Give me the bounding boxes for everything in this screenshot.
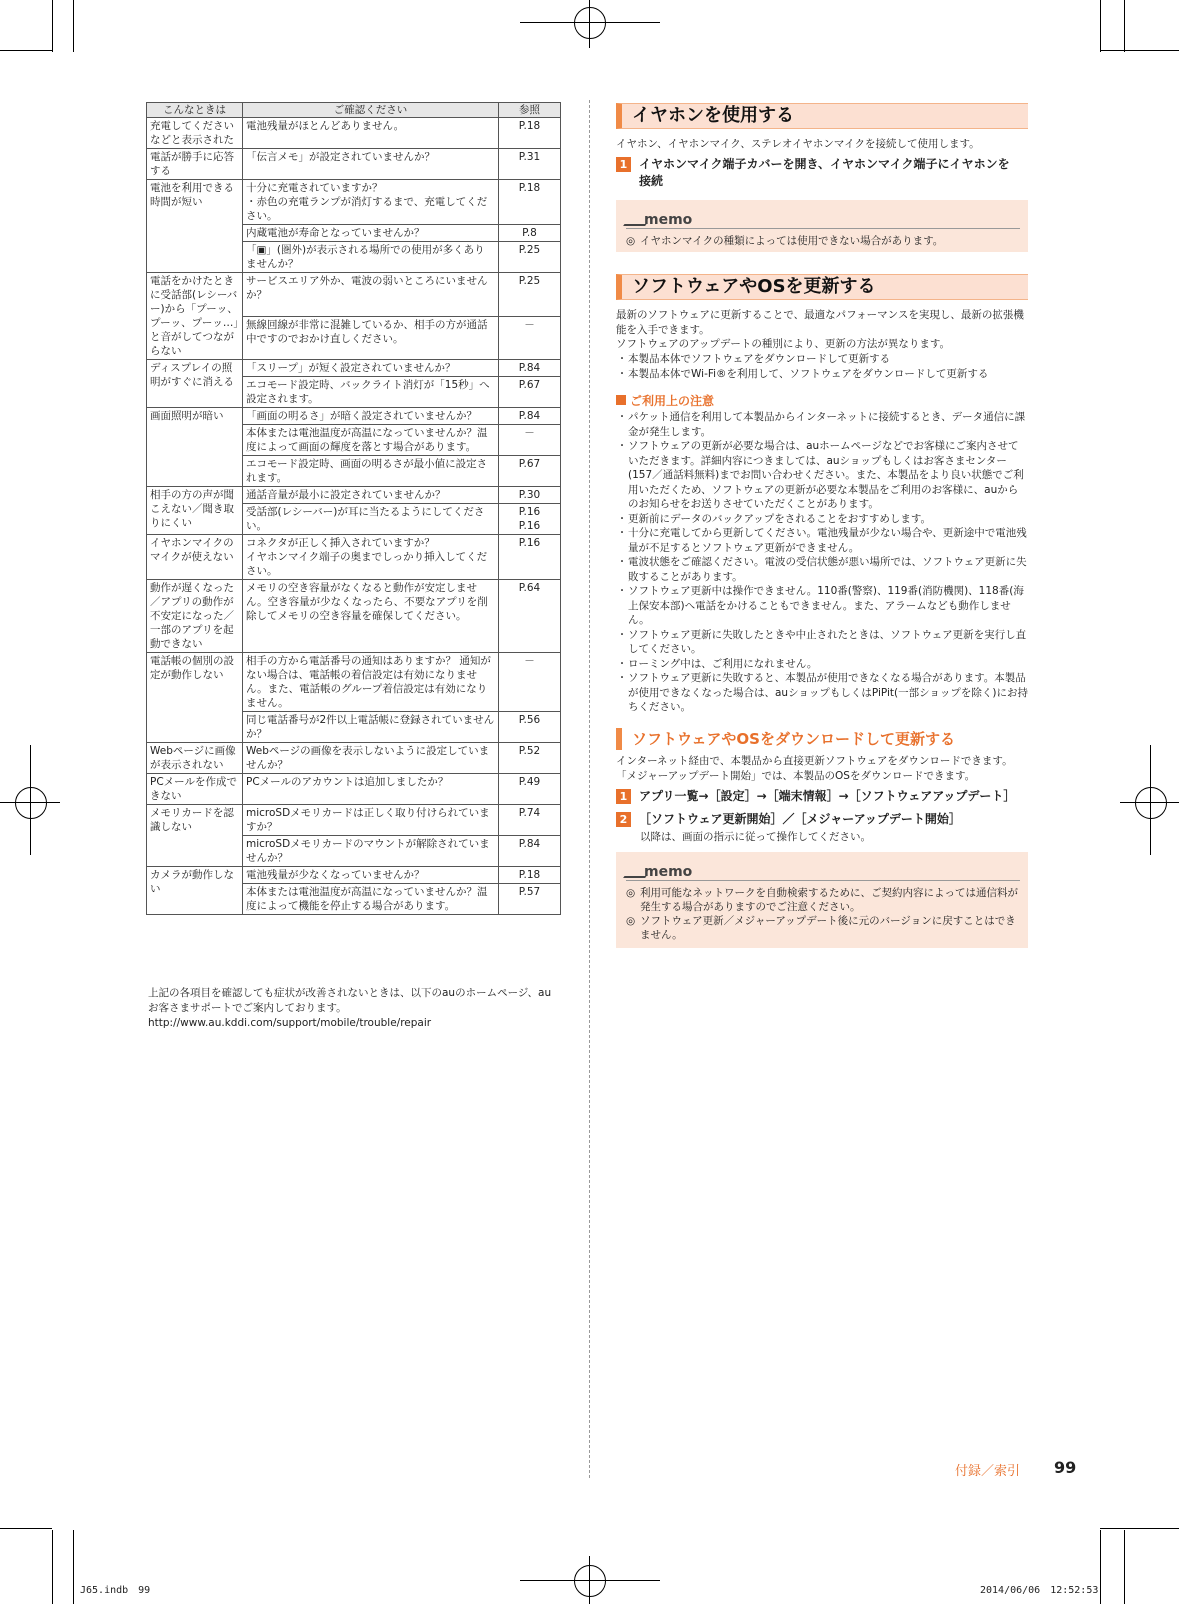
table-header-row bbox=[147, 103, 561, 118]
table-row bbox=[147, 653, 561, 712]
table-row bbox=[147, 149, 561, 180]
table-row bbox=[147, 180, 561, 225]
situation-cell: カメラが動作しない bbox=[147, 867, 243, 915]
section-title-earphone: イヤホンを使用する bbox=[616, 103, 1028, 129]
ref-cell: P.84 bbox=[499, 360, 561, 377]
check-cell: 「伝言メモ」が設定されていませんか？ bbox=[243, 149, 499, 180]
earphone-memo bbox=[616, 200, 1028, 252]
section-title-download: ソフトウェアやOSをダウンロードして更新する bbox=[616, 728, 1028, 750]
check-cell: 同じ電話番号が2件以上電話帳に登録されていませんか？ bbox=[243, 712, 499, 743]
situation-cell: 相手の方の声が聞こえない／聞き取りにくい bbox=[147, 487, 243, 535]
situation-cell: ディスプレイの照明がすぐに消える bbox=[147, 360, 243, 408]
situation-cell: 動作が遅くなった／アプリの動作が不安定になった／一部のアプリを起動できない bbox=[147, 580, 243, 653]
situation-cell: Webページに画像が表示されない bbox=[147, 743, 243, 774]
ref-cell: P.18 bbox=[499, 867, 561, 884]
memo-label: memo bbox=[644, 212, 693, 228]
situation-cell: PCメールを作成できない bbox=[147, 774, 243, 805]
caution-item: ・ 更新前にデータのバックアップをされることをおすすめします。 bbox=[616, 512, 932, 525]
check-cell: PCメールのアカウントは追加しましたか？ bbox=[243, 774, 499, 805]
situation-cell: 充電してくださいなどと表示された bbox=[147, 118, 243, 149]
check-cell: 「スリープ」が短く設定されていませんか？ bbox=[243, 360, 499, 377]
check-cell: 十分に充電されていますか？ ・赤色の充電ランプが消灯するまで、充電してください。 bbox=[243, 180, 499, 225]
situation-cell: 電話をかけたときに受話部(レシーバー)から「プーッ、プーッ、プーッ…」と音がしてつながらない bbox=[147, 273, 243, 360]
header-ref: 参照 bbox=[499, 103, 561, 118]
ref-cell: P.16 P.16 bbox=[499, 504, 561, 535]
trouble-table bbox=[146, 102, 561, 915]
table-row bbox=[147, 408, 561, 425]
table-row bbox=[147, 580, 561, 653]
square-icon bbox=[616, 395, 626, 405]
memo-item: ◎ イヤホンマイクの種類によっては使用できない場合があります。 bbox=[626, 235, 944, 247]
check-cell: 本体または電池温度が高温になっていませんか？温度によって画面の輝度を落とす場合があります。 bbox=[243, 425, 499, 456]
check-cell: 相手の方から電話番号の通知はありますか？ 通知がない場合は、電話帳の着信設定は有効になりません。また、電話帳のグループ着信設定は有効になりません。 bbox=[243, 653, 499, 712]
situation-cell: 電話が勝手に応答する bbox=[147, 149, 243, 180]
ref-cell: P.67 bbox=[499, 456, 561, 487]
ref-cell: － bbox=[499, 425, 561, 456]
page-number: 99 bbox=[1054, 1458, 1077, 1477]
ref-cell: P.18 bbox=[499, 118, 561, 149]
download-step-2: 2 ［ソフトウェア更新開始］／［メジャーアップデート開始］ bbox=[616, 811, 1028, 828]
ref-cell: P.49 bbox=[499, 774, 561, 805]
ref-cell: － bbox=[499, 653, 561, 712]
check-cell: 「画面の明るさ」が暗く設定されていませんか？ bbox=[243, 408, 499, 425]
memo-bullet-icon: ◎ bbox=[626, 887, 636, 899]
ref-cell: P.67 bbox=[499, 377, 561, 408]
check-cell: エコモード設定時、バックライト消灯が「15秒」へ設定されます。 bbox=[243, 377, 499, 408]
ref-cell: P.74 bbox=[499, 805, 561, 836]
table-row bbox=[147, 743, 561, 774]
caution-item: ・ パケット通信を利用して本製品からインターネットに接続するとき、データ通信に課金が発生します。 bbox=[616, 411, 1026, 438]
column-divider bbox=[589, 100, 590, 1478]
check-cell: 無線回線が非常に混雑しているか、相手の方が通話中ですのでおかけ直しください。 bbox=[243, 316, 499, 360]
memo-item: ◎ ソフトウェア更新／メジャーアップデート後に元のバージョンに戻すことはできません。 bbox=[626, 915, 1016, 941]
table-row bbox=[147, 487, 561, 504]
caution-item: ・ ソフトウェア更新中は操作できません。110番(警察)、119番(消防機関)、118番(海上保安本部)へ電話をかけることもできません。また、アラームなども動作しません。 bbox=[616, 585, 1024, 626]
caution-item: ・ 十分に充電してから更新してください。電池残量が少ない場合や、更新途中で電池残量が不足するとソフトウェア更新ができません。 bbox=[616, 527, 1027, 554]
situation-cell: メモリカードを認識しない bbox=[147, 805, 243, 867]
caution-item: ・ ソフトウェア更新に失敗すると、本製品が使用できなくなる場合があります。本製品が使用できなくなった場合は、auショップもしくはPiPit(一部ショップを除く)にお持ちください。 bbox=[616, 672, 1029, 713]
earphone-step-1 bbox=[616, 156, 1028, 190]
ref-cell: P.57 bbox=[499, 884, 561, 915]
ref-cell: － bbox=[499, 316, 561, 360]
check-cell: Webページの画像を表示しないように設定していませんか？ bbox=[243, 743, 499, 774]
footnote bbox=[148, 986, 560, 1031]
software-intro: 最新のソフトウェアに更新することで、最適なパフォーマンスを実現し、最新の拡張機能を入手できます。 ソフトウェアのアップデートの種別により、更新の方法が異なります。 bbox=[616, 309, 1024, 350]
check-cell: 電池残量がほとんどありません。 bbox=[243, 118, 499, 149]
table-row bbox=[147, 805, 561, 836]
check-cell: 本体または電池温度が高温になっていませんか？温度によって機能を停止する場合があります。 bbox=[243, 884, 499, 915]
step-2-note: 以降は、画面の指示に従って操作してください。 bbox=[640, 831, 871, 843]
ref-cell: P.64 bbox=[499, 580, 561, 653]
memo-header bbox=[626, 860, 1020, 881]
caution-item: ・ ソフトウェア更新に失敗したときや中止されたときは、ソフトウェア更新を実行し直してください。 bbox=[616, 628, 1027, 655]
memo-label: memo bbox=[644, 864, 693, 880]
ref-cell: P.56 bbox=[499, 712, 561, 743]
table-row bbox=[147, 118, 561, 149]
table-body bbox=[147, 118, 561, 915]
situation-cell: イヤホンマイクのマイクが使えない bbox=[147, 535, 243, 580]
check-cell: サービスエリア外か、電波の弱いところにいませんか？ bbox=[243, 273, 499, 317]
memo-item: ◎ 利用可能なネットワークを自動検索するために、ご契約内容によっては通信料が発生する場合がありますのでご注意ください。 bbox=[626, 887, 1018, 913]
memo-bullet-icon: ◎ bbox=[626, 915, 636, 927]
software-bullets bbox=[616, 352, 1028, 381]
check-cell: microSDメモリカードのマウントが解除されていませんか？ bbox=[243, 836, 499, 867]
check-cell: 内蔵電池が寿命となっていませんか？ bbox=[243, 225, 499, 242]
check-cell: エコモード設定時、画面の明るさが最小値に設定されます。 bbox=[243, 456, 499, 487]
header-check: ご確認ください bbox=[243, 103, 499, 118]
list-item: ・ 本製品本体でWi-Fi®を利用して、ソフトウェアをダウンロードして更新する bbox=[616, 367, 989, 380]
ref-cell: P.84 bbox=[499, 408, 561, 425]
check-cell: 「▣」(圏外)が表示される場所での使用が多くありませんか？ bbox=[243, 242, 499, 273]
header-situation: こんなときは bbox=[147, 103, 243, 118]
table-row bbox=[147, 535, 561, 580]
ref-cell: P.30 bbox=[499, 487, 561, 504]
footnote-text: 上記の各項目を確認しても症状が改善されないときは、以下のauのホームページ、au お客さまサポートでご案内しております。 bbox=[148, 987, 552, 1014]
step-text: イヤホンマイク端子カバーを開き、イヤホンマイク端子にイヤホンを接続 bbox=[639, 157, 1010, 188]
table-row bbox=[147, 867, 561, 884]
ref-cell: P.18 bbox=[499, 180, 561, 225]
ref-cell: P.52 bbox=[499, 743, 561, 774]
situation-cell: 画面照明が暗い bbox=[147, 408, 243, 487]
check-cell: 電池残量が少なくなっていませんか？ bbox=[243, 867, 499, 884]
section-title-software: ソフトウェアやOSを更新する bbox=[616, 274, 1028, 300]
slug-date: 2014/06/06 12:52:53 bbox=[980, 1585, 1099, 1596]
table-row bbox=[147, 273, 561, 317]
slug-file: J65.indb 99 bbox=[80, 1585, 151, 1596]
check-cell: コネクタが正しく挿入されていますか？ イヤホンマイク端子の奥までしっかり挿入してください。 bbox=[243, 535, 499, 580]
download-memo bbox=[616, 852, 1028, 948]
caution-item: ・ 電波状態をご確認ください。電波の受信状態が悪い場所では、ソフトウェア更新に失敗することがあります。 bbox=[616, 556, 1027, 583]
table-row bbox=[147, 360, 561, 377]
earphone-intro: イヤホン、イヤホンマイク、ステレオイヤホンマイクを接続して使用します。 bbox=[616, 138, 980, 150]
step-number: 1 bbox=[616, 157, 631, 172]
check-cell: 受話部(レシーバー)が耳に当たるようにしてください。 bbox=[243, 504, 499, 535]
ref-cell: P.25 bbox=[499, 242, 561, 273]
situation-cell: 電池を利用できる時間が短い bbox=[147, 180, 243, 273]
ref-cell: P.8 bbox=[499, 225, 561, 242]
ref-cell: P.84 bbox=[499, 836, 561, 867]
caution-item: ・ ソフトウェアの更新が必要な場合は、auホームページなどでお客様にご案内させていただきます。詳細内容につきましては、auショップもしくはお客さまセンター(157／通話料無料)までお問い合わせください。また、本製品をより良い状態でご利用いただくため、ソフトウェアの更新が必要な本製品をご利用のお客様に、auからのお知らせをお送りさせていただくことがあります。 bbox=[616, 440, 1024, 510]
ref-cell: P.31 bbox=[499, 149, 561, 180]
table-row bbox=[147, 774, 561, 805]
download-intro: インターネット経由で、本製品から直接更新ソフトウェアをダウンロードできます。「メジャーアップデート開始」では、本製品のOSをダウンロードできます。 bbox=[616, 755, 1013, 782]
ref-cell: P.25 bbox=[499, 273, 561, 317]
memo-bullet-icon: ◎ bbox=[626, 235, 636, 247]
ref-cell: P.16 bbox=[499, 535, 561, 580]
caution-item: ・ ローミング中は、ご利用になれません。 bbox=[616, 657, 818, 670]
footer-section-label: 付録／索引 bbox=[955, 1464, 1021, 1479]
support-url[interactable]: http://www.au.kddi.com/support/mobile/trouble/repair bbox=[148, 1017, 432, 1029]
memo-header bbox=[626, 208, 1020, 229]
check-cell: 通話音量が最小に設定されていませんか？ bbox=[243, 487, 499, 504]
check-cell: メモリの空き容量がなくなると動作が安定しません。空き容量が少なくなったら、不要なアプリを削除してメモリの空き容量を確保してください。 bbox=[243, 580, 499, 653]
caution-heading: ご利用上の注意 bbox=[616, 392, 714, 409]
caution-list bbox=[616, 410, 1028, 715]
list-item: ・ 本製品本体でソフトウェアをダウンロードして更新する bbox=[616, 353, 891, 365]
situation-cell: 電話帳の個別の設定が動作しない bbox=[147, 653, 243, 743]
check-cell: microSDメモリカードは正しく取り付けられていますか？ bbox=[243, 805, 499, 836]
download-step-1: 1 アプリ一覧→［設定］→［端末情報］→［ソフトウェアアップデート］ bbox=[616, 788, 1028, 805]
